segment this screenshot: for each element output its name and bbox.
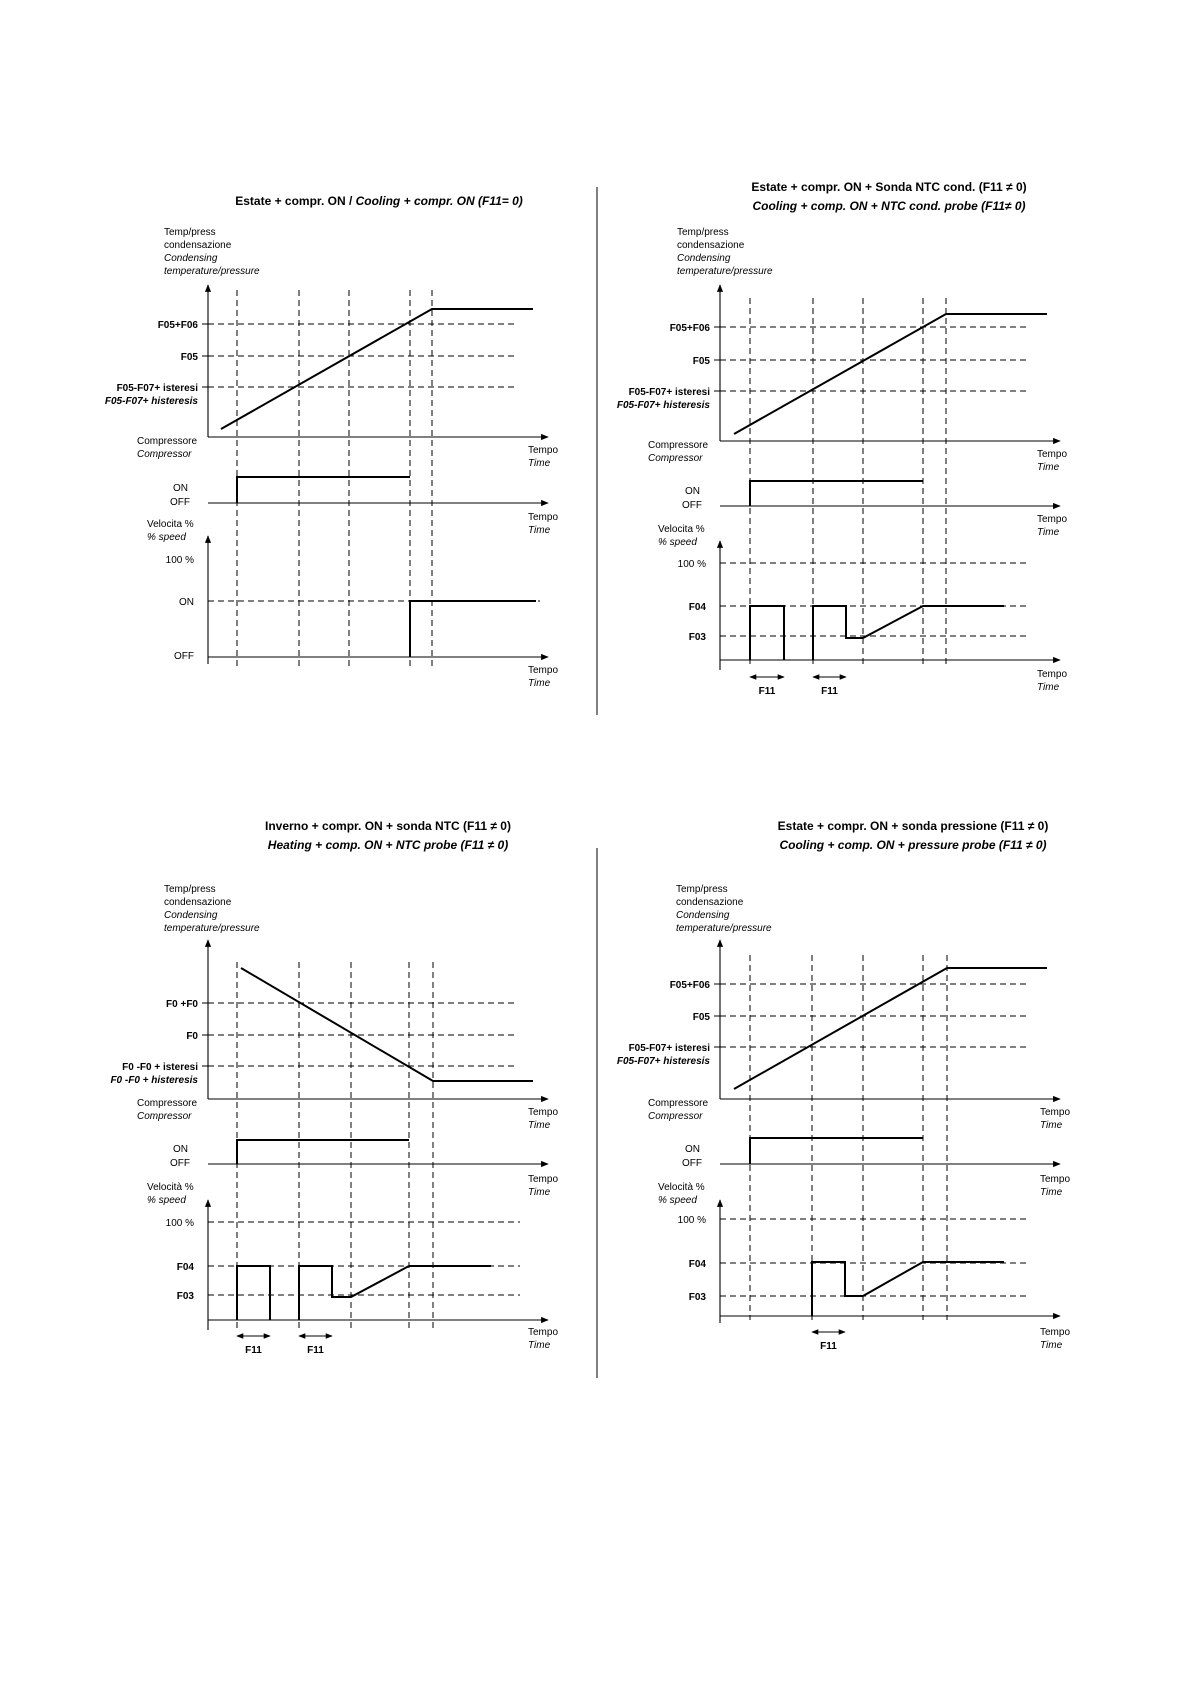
speed-level-100: 100 % <box>165 555 194 566</box>
compressor-signal <box>237 1140 409 1164</box>
y-axis-label: Condensing <box>676 910 730 921</box>
speed-label: % speed <box>658 537 697 548</box>
fan-speed-signal <box>410 601 536 657</box>
time-label: Time <box>528 1120 551 1131</box>
panel-2 <box>617 180 1068 697</box>
level-label-hysteresis-en: F05-F07+ histeresis <box>104 396 198 407</box>
time-label: Time <box>1037 462 1060 473</box>
speed-label: Velocità % <box>658 1182 705 1193</box>
y-axis-label: condensazione <box>164 240 232 251</box>
level-label-high: F0 +F0 <box>166 999 198 1010</box>
y-axis-label: Condensing <box>164 253 218 264</box>
y-axis-label: Temp/press <box>676 884 728 895</box>
f11-label: F11 <box>245 1345 262 1356</box>
compressor-on-label: ON <box>173 483 188 494</box>
time-label: Tempo <box>528 512 559 523</box>
time-label: Tempo <box>1040 1327 1071 1338</box>
time-label: Tempo <box>528 1327 559 1338</box>
time-label: Tempo <box>528 665 559 676</box>
speed-level-100: 100 % <box>677 559 706 570</box>
temperature-curve <box>241 968 533 1081</box>
time-label: Time <box>1037 527 1060 538</box>
y-axis-label: Temp/press <box>164 884 216 895</box>
time-label: Time <box>528 525 551 536</box>
title-english: Cooling + compr. ON (F11= 0) <box>355 194 523 208</box>
panel-title-italian: Estate + compr. ON + sonda pressione (F11 ≠ 0) <box>777 819 1049 833</box>
speed-level-label: F04 <box>176 1262 194 1273</box>
compressor-label: Compressore <box>137 436 198 447</box>
level-label-hysteresis-en: F0 -F0 + histeresis <box>110 1075 198 1086</box>
speed-level-label: F03 <box>688 1292 706 1303</box>
fan-speed-signal <box>299 1266 491 1320</box>
fan-speed-signal <box>813 606 1004 660</box>
level-label-mid: F0 <box>186 1031 198 1042</box>
speed-label: Velocita % <box>658 524 705 535</box>
level-label-hysteresis-en: F05-F07+ histeresis <box>616 400 710 411</box>
f11-label: F11 <box>821 686 838 697</box>
y-axis-label: Temp/press <box>164 227 216 238</box>
panel-title-italian: Estate + compr. ON + Sonda NTC cond. (F11 ≠ 0) <box>751 180 1027 194</box>
speed-level-label: OFF <box>174 651 194 662</box>
compressor-off-label: OFF <box>682 500 702 511</box>
compressor-label: Compressor <box>648 453 703 464</box>
level-label-high: F05+F06 <box>669 323 710 334</box>
panel-4 <box>617 819 1071 1352</box>
speed-label: % speed <box>147 1195 186 1206</box>
panel-1 <box>105 194 559 689</box>
panel-title-english: Heating + comp. ON + NTC probe (F11 ≠ 0) <box>267 838 509 852</box>
level-label-high: F05+F06 <box>669 980 710 991</box>
speed-label: % speed <box>147 532 186 543</box>
time-label: Tempo <box>528 1174 559 1185</box>
f11-label: F11 <box>820 1341 837 1352</box>
time-label: Tempo <box>1037 449 1068 460</box>
fan-speed-signal <box>812 1262 1004 1316</box>
time-label: Time <box>1040 1340 1063 1351</box>
panel-title-english: Cooling + comp. ON + pressure probe (F11 ≠ 0) <box>779 838 1047 852</box>
title-italian: Estate + compr. ON / <box>235 194 356 208</box>
compressor-label: Compressor <box>137 1111 192 1122</box>
compressor-signal <box>750 1138 923 1164</box>
panel-title-italian: Inverno + compr. ON + sonda NTC (F11 ≠ 0) <box>265 819 511 833</box>
compressor-label: Compressore <box>648 1098 709 1109</box>
speed-level-label: F04 <box>688 1259 706 1270</box>
level-label-mid: F05 <box>692 1012 710 1023</box>
compressor-off-label: OFF <box>170 1158 190 1169</box>
compressor-label: Compressore <box>648 440 709 451</box>
y-axis-label: condensazione <box>164 897 232 908</box>
time-label: Time <box>528 458 551 469</box>
level-label-high: F05+F06 <box>157 320 198 331</box>
speed-level-label: ON <box>179 597 194 608</box>
y-axis-label: temperature/pressure <box>164 266 260 277</box>
y-axis-label: Temp/press <box>677 227 729 238</box>
time-label: Time <box>1040 1120 1063 1131</box>
temperature-curve <box>734 968 1047 1089</box>
y-axis-label: temperature/pressure <box>677 266 773 277</box>
panel-title <box>235 194 523 208</box>
f11-label: F11 <box>307 1345 324 1356</box>
level-label-hysteresis: F05-F07+ isteresi <box>628 1043 710 1054</box>
time-label: Time <box>1040 1187 1063 1198</box>
y-axis-label: condensazione <box>676 897 744 908</box>
speed-level-100: 100 % <box>677 1215 706 1226</box>
compressor-signal <box>237 477 410 503</box>
y-axis-label: Condensing <box>164 910 218 921</box>
time-label: Tempo <box>1040 1107 1071 1118</box>
y-axis-label: temperature/pressure <box>676 923 772 934</box>
fan-speed-signal <box>750 606 784 660</box>
fan-speed-signal <box>237 1266 270 1320</box>
temperature-curve <box>221 309 533 429</box>
time-label: Tempo <box>528 445 559 456</box>
speed-level-label: F04 <box>688 602 706 613</box>
panel-3 <box>110 819 558 1356</box>
level-label-hysteresis: F0 -F0 + isteresi <box>122 1062 198 1073</box>
level-label-hysteresis-en: F05-F07+ histeresis <box>616 1056 710 1067</box>
panel-title-english: Cooling + comp. ON + NTC cond. probe (F11≠ 0) <box>752 199 1026 213</box>
y-axis-label: Condensing <box>677 253 731 264</box>
level-label-mid: F05 <box>692 356 710 367</box>
time-label: Time <box>528 1340 551 1351</box>
speed-label: % speed <box>658 1195 697 1206</box>
time-label: Tempo <box>1040 1174 1071 1185</box>
compressor-off-label: OFF <box>170 497 190 508</box>
level-label-mid: F05 <box>180 352 198 363</box>
level-label-hysteresis: F05-F07+ isteresi <box>116 383 198 394</box>
y-axis-label: temperature/pressure <box>164 923 260 934</box>
time-label: Time <box>1037 682 1060 693</box>
level-label-hysteresis: F05-F07+ isteresi <box>628 387 710 398</box>
speed-level-label: F03 <box>688 632 706 643</box>
compressor-on-label: ON <box>685 486 700 497</box>
time-label: Tempo <box>528 1107 559 1118</box>
speed-level-label: F03 <box>176 1291 194 1302</box>
speed-label: Velocità % <box>147 1182 194 1193</box>
time-label: Time <box>528 678 551 689</box>
time-label: Time <box>528 1187 551 1198</box>
y-axis-label: condensazione <box>677 240 745 251</box>
speed-label: Velocita % <box>147 519 194 530</box>
compressor-label: Compressor <box>648 1111 703 1122</box>
temperature-curve <box>734 314 1047 434</box>
compressor-on-label: ON <box>685 1144 700 1155</box>
compressor-on-label: ON <box>173 1144 188 1155</box>
compressor-off-label: OFF <box>682 1158 702 1169</box>
compressor-label: Compressore <box>137 1098 198 1109</box>
compressor-signal <box>750 481 923 506</box>
f11-label: F11 <box>758 686 776 697</box>
compressor-label: Compressor <box>137 449 192 460</box>
speed-level-100: 100 % <box>165 1218 194 1229</box>
time-label: Tempo <box>1037 669 1068 680</box>
time-label: Tempo <box>1037 514 1068 525</box>
